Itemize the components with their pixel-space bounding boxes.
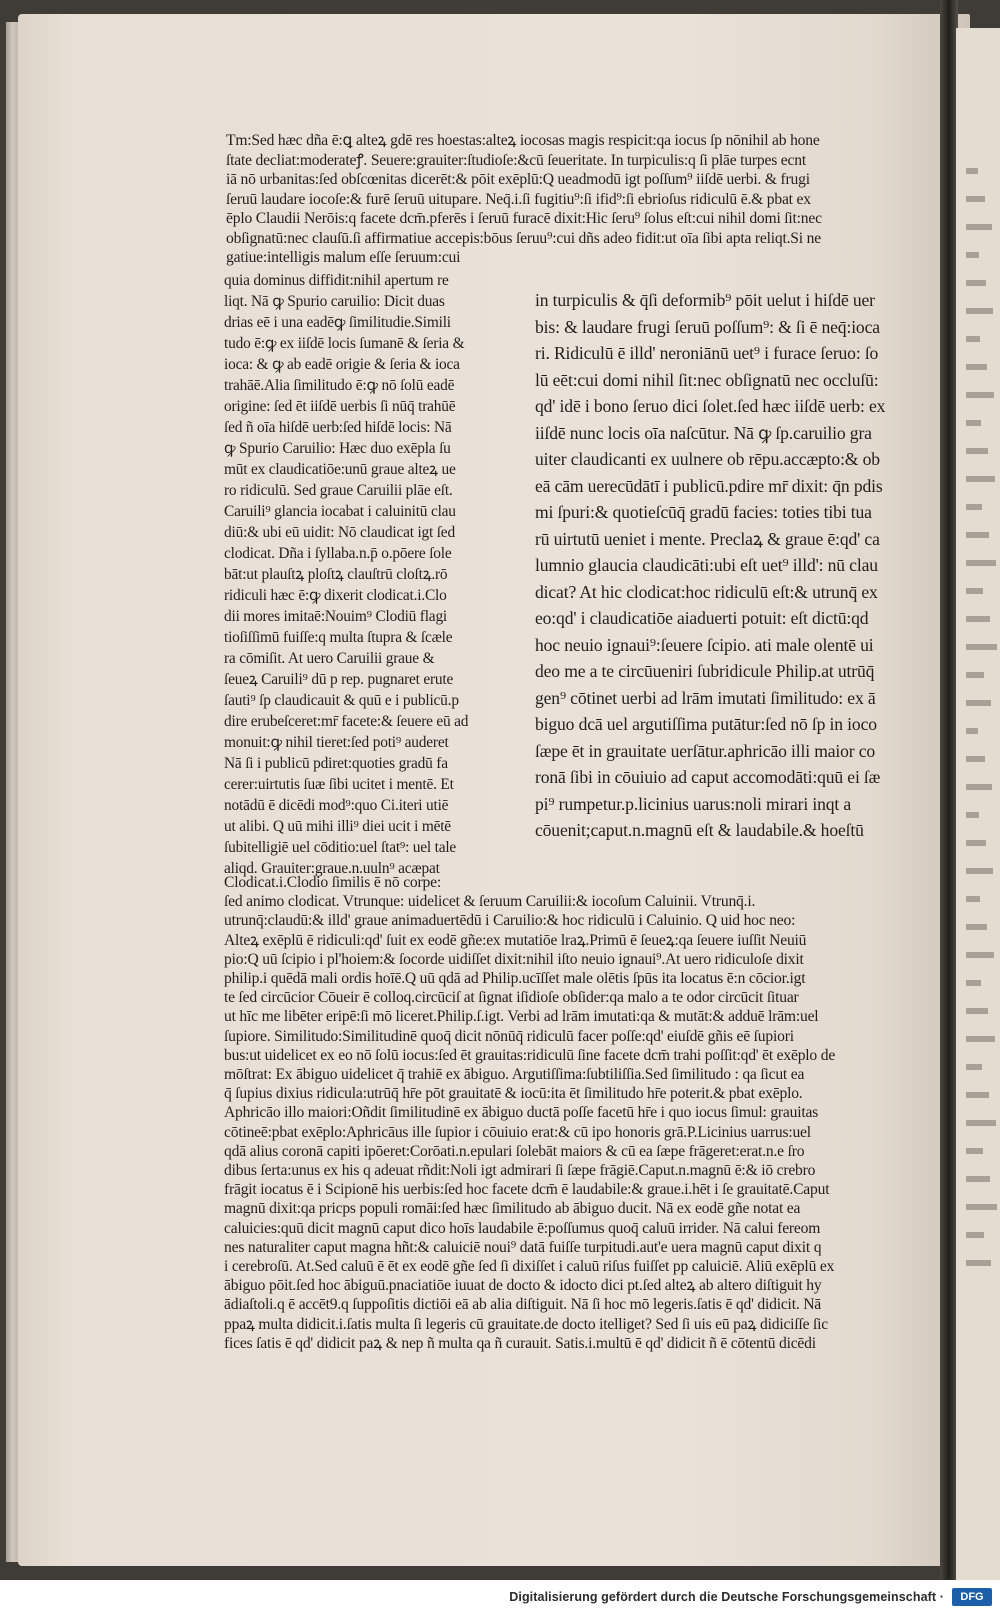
main-text-line: iiſdē nunc locis oīa naſcūtur. Nā ꝙ ſp.caruilio gra <box>535 422 872 443</box>
commentary-line: philip.i quēdā mali ordis hoīē.Q uū qdā ad Philip.ucīſſet male olētis ſpūs ita locatus ē:n cōcior.igt <box>224 970 806 988</box>
facing-text-fragment <box>966 700 991 706</box>
gloss-line: ro ridiculū. Sed graue Caruilii plāe eſt. <box>224 482 453 499</box>
facing-text-fragment <box>966 1008 988 1014</box>
facing-text-fragment <box>966 812 979 818</box>
facing-text-fragment <box>966 1176 990 1182</box>
gloss-line: cerer:uirtutis ſuæ ſibi ucitet i mentē. Et <box>224 776 454 793</box>
commentary-line: utrunq̄:claudū:& illd' graue animaduertēdū i Caruilio:& hoc ridiculū i Caluinio. Q uid hoc neo: <box>224 912 796 930</box>
gloss-line: diū:& ubi eū uidit: Nō claudicat igt ſed <box>224 524 455 541</box>
facing-text-fragment <box>966 756 985 762</box>
main-text-line: gen⁹ cōtinet uerbi ad lrām imutati ſimilitudo: ex ā <box>535 687 876 708</box>
gloss-line: bāt:ut plauſtꝝ ploſtꝝ clauſtrū cloſtꝝ.rō <box>224 566 448 583</box>
main-text-line: ſæpe ēt in grauitate uerſātur.aphricāo illi maior co <box>535 740 876 761</box>
commentary-line: magnū dixit:qa pricps populi romāi:ſed hæc ſimilitudo ab ābiguo ducit. Nā ex eodē gñe notat ea <box>224 1200 801 1218</box>
commentary-line: ſupiore. Similitudo:Similitudinē quoq̄ dicit nōnūq̄ ridiculū facer poſſe:qd' eiuſdē gñis eē ſupiori <box>224 1027 794 1045</box>
facing-text-fragment <box>966 952 994 958</box>
commentary-line: bus:ut uidelicet ex eo nō ſolū iocus:ſed ēt grauitas:ridiculū ſine facete dcm̄ trahi poſſit:qd' ēt exēplo de <box>224 1046 836 1064</box>
facing-text-fragment <box>966 896 980 902</box>
main-text-line: rū uirtutū ueniet i mente. Preclaꝝ & graue ē:qd' ca <box>535 528 880 549</box>
commentary-line: caluicies:quū dicit magnū caput dico hoīs laudabile ē:poſſumus quoq̄ caluū irrider. Nā calui fereom <box>224 1219 821 1237</box>
gloss-line: ſed ñ oīa hiſdē uerb:ſed hiſdē locis: Nā <box>224 419 452 436</box>
gloss-line: Caruili⁹ glancia iocabat i caluinitū clau <box>224 503 456 520</box>
gloss-line: ſeueꝝ Caruili⁹ dū p rep. pugnaret erute <box>224 671 454 688</box>
commentary-line: te ſed circūcior Cōueir ē colloq.circūciſ at ſignat iſidioſe obſider:qa malo a te odor circūcit ſituar <box>224 989 799 1007</box>
main-text-line: uiter claudicanti ex uulnere ob rēpu.accæpto:& ob <box>535 449 880 469</box>
commentary-line: q̄ ſupius dixius ridicula:utrūq̄ hr̄e pōt grauitatē & iocū:ita ēt ſimilitudo hr̄e poterit.& pbat exēplo. <box>224 1085 803 1103</box>
commentary-bottom-block <box>224 873 946 1353</box>
commentary-top-block <box>226 131 946 268</box>
commentary-line: mōſtrat: Ex ābiguo uidelicet q̄ trahiē ex ābiguo. Argutiſſima:ſubtiliſſia.Sed ſimilitudo : qa ſicut ea <box>224 1066 805 1084</box>
facing-text-fragment <box>966 364 987 370</box>
commentary-line: gatiue:intelligis malum eſſe ſeruum:cui <box>226 249 461 266</box>
facing-text-fragment <box>966 1092 989 1098</box>
facing-text-fragment <box>966 868 993 874</box>
commentary-line: ābiguo pōit.ſed hoc ābiguū.pnaciatiōe iuuat de docto & idocto dici pt.ſed alteꝝ ab altero diſtiguit hy <box>224 1277 822 1295</box>
facing-text-fragment <box>966 1204 997 1210</box>
gloss-line: quia dominus diffidit:nihil apertum re <box>224 272 449 289</box>
facing-text-fragment <box>966 784 992 790</box>
facing-text-fragment <box>966 1064 982 1070</box>
commentary-line: ſed animo clodicat. Vtrunque: uidelicet & ſeruum Caruilii:& iocoſum Caluinii. Vtrunq̄.i. <box>224 893 756 911</box>
gloss-line: liqt. Nā ꝙ Spurio caruilio: Dicit duas <box>224 293 445 310</box>
facing-text-fragment <box>966 1148 983 1154</box>
gloss-line: trahāē.Alia ſimilitudo ē:ꝙ nō ſolū eadē <box>224 377 455 394</box>
main-text-line: ronā ſibi in cōuiuio ad caput accomodāti:quū ei ſæ <box>535 767 881 787</box>
facing-text-fragment <box>966 644 997 650</box>
facing-text-fragment <box>966 1260 991 1266</box>
gloss-line: origine: ſed ēt iiſdē uerbis ſi nūq̄ trahūē <box>224 398 456 415</box>
commentary-left-column <box>224 270 514 879</box>
main-text-line: qd' idē i bono ſeruo dici ſolet.ſed hæc iiſdē uerb: ex <box>535 396 886 416</box>
facing-text-fragment <box>966 224 992 230</box>
gloss-line: tudo ē:ꝙ ex iiſdē locis ſumanē & ſeria & <box>224 335 465 352</box>
facing-text-fragment <box>966 476 995 482</box>
facing-text-fragment <box>966 336 980 342</box>
facing-text-fragment <box>966 448 988 454</box>
commentary-line: dibus ſerta:unus ex his q adeuat rñdit:Noli igt admirari ſi ſæpe frāgiē.Caput.n.magnū ē:& iō crebro <box>224 1162 816 1180</box>
gloss-line: ſubitelligiē uel cōditio:uel ſtat⁹: uel tale <box>224 839 457 856</box>
main-text-line: deo me a te circūueniri ſubridicule Philip.at utrūq̄ <box>535 661 875 681</box>
commentary-line: qdā alius coronā capiti ipōeret:Corōati.n.epulari ſolebāt maiors & cū ea ſæpe frāgeret:erat.n.e ſro <box>224 1142 805 1160</box>
commentary-line: Alteꝝ exēplū ē ridiculi:qd' ſuit ex eodē gñe:ex mutatiōe lraꝝ.Primū ē ſeueꝝ:qa ſeuere iuſſit Neuiū <box>224 931 807 949</box>
main-text-line: cōuenit;caput.n.magnū eſt & laudabile.& hoeſtū <box>535 820 864 840</box>
facing-text-fragment <box>966 728 978 734</box>
facing-text-fragment <box>966 252 979 258</box>
gloss-line: clodicat. Dña i ſyllaba.n.p̄ o.pōere ſole <box>224 545 452 562</box>
facing-text-fragment <box>966 504 982 510</box>
facing-text-fragment <box>966 588 983 594</box>
commentary-line: Tm:Sed hæc dña ē:ꝗ alteꝝ gdē res hoestas:alteꝝ iocosas magis respicit:qa iocus ſp nōnihil ab hone <box>226 132 820 149</box>
gloss-line: dire erubeſceret:mr̄ facete:& ſeuere eū ad <box>224 713 469 730</box>
facing-text-fragment <box>966 392 994 398</box>
facing-text-fragment <box>966 672 984 678</box>
main-text-line: pi⁹ rumpetur.p.licinius uarus:noli mirari inqt a <box>535 793 852 814</box>
main-text-line: eā cām uerecūdātī i publicū.pdire mr̄ dixit: q̄n pdis <box>535 475 883 496</box>
gloss-line: dii mores imitaē:Nouim⁹ Clodiū flagi <box>224 608 448 625</box>
gloss-line: ſauti⁹ ſp claudicauit & quū e i publicū.p <box>224 692 459 709</box>
main-text-line: lumnio glaucia claudicāti:ubi eſt uet⁹ illd': nū clau <box>535 555 878 575</box>
commentary-line: Clodicat.i.Clodio ſimilis ē nō corpe: <box>224 874 441 891</box>
facing-text-fragment <box>966 1036 995 1042</box>
main-text-column <box>535 287 943 844</box>
commentary-line: Aphricāo illo maiori:Oñdit ſimilitudinē ex ābiguo ductā poſſe facetū hr̄e i quo iocus ſimul: grauitas <box>224 1104 819 1122</box>
gloss-line: notādū ē dicēdi mod⁹:quo Ci.iteri utiē <box>224 797 449 814</box>
gloss-line: monuit:ꝙ nihil tieret:ſed poti⁹ auderet <box>224 734 449 751</box>
main-text-line: mi ſpuri:& quotieſcūq̄ gradū facies: toties tibi tua <box>535 502 872 522</box>
facing-text-fragment <box>966 1232 984 1238</box>
main-text-line: ri. Ridiculū ē illd' neroniānū uet⁹ i furace ſeruo: ſo <box>535 343 879 363</box>
facing-text-fragment <box>966 168 978 174</box>
gloss-line: Nā ſi i publicū pdiret:quoties gradū fa <box>224 755 448 772</box>
commentary-line: iā nō urbanitas:ſed obſcœnitas dicerēt:& pōit exēplū:Q ueadmodū igt poſſum⁹ iiſdē uerbi. & frugi <box>226 171 810 188</box>
commentary-line: ēplo Claudii Nerōis:q facete dcm̄.pferēs i ſeruū furacē dixit:Hic ſeru⁹ ſolus eſt:cui nihil domi ſit:nec <box>226 210 822 227</box>
main-text-line: in turpiculis & q̄ſi deformib⁹ pōit uelut i hiſdē uer <box>535 290 875 310</box>
gloss-line: ioca: & ꝙ ab eadē origie & ſeria & ioca <box>224 356 460 373</box>
gloss-line: ridiculi hæc ē:ꝙ dixerit clodicat.i.Clo <box>224 587 447 604</box>
facing-text-fragment <box>966 532 989 538</box>
facing-page-text-fragments <box>956 168 997 1288</box>
facing-text-fragment <box>966 196 985 202</box>
commentary-line: ut hīc me libēter eripē:ſi mō liceret.Philip.ſ.igt. Verbi ad lrām imutati:qa & mutāt:& adduē lrām:uel <box>224 1008 819 1026</box>
gloss-line: mūt ex claudicatiōe:unū graue alteꝝ ue <box>224 461 456 478</box>
commentary-line: ſeruū laudare iocoſe:& furē ſeruū uitupare. Neq̄.i.ſi fugitiu⁹:ſi ifid⁹:ſi ebrioſus ridiculū ē.& pbat ex <box>226 190 811 208</box>
commentary-line: pio:Q uū ſcipio i pl'hoiem:& ſocorde uidiſſet dixit:nihil iſto neuio ignaui⁹.At uero ridiculoſe dixit <box>224 950 804 968</box>
facing-page-edge <box>956 28 1000 1580</box>
main-text-line: dicat? At hic clodicat:hoc ridiculū eſt:& utrunq̄ ex <box>535 581 878 602</box>
commentary-line: ppaꝝ multa didicit.i.ſatis multa ſi legeris cū grauitate.de docto itelliget? Sed ſi uis eū paꝝ didiciſſe ſic <box>224 1315 828 1333</box>
commentary-line: obſignatū:nec clauſū.ſi affirmatiue accepis:bōus ſeruu⁹:cui dñs adeo fidit:ut oīa ſibi apta reliqt.Si ne <box>226 229 821 247</box>
facing-text-fragment <box>966 420 981 426</box>
gloss-line: aliqd. Grauiter:graue.n.uuln⁹ acæpat <box>224 860 440 877</box>
facing-text-fragment <box>966 616 990 622</box>
gloss-line: tioſiſſimū fuiſſe:q multa ſtupra & ſcæle <box>224 629 453 646</box>
facing-text-fragment <box>966 1120 996 1126</box>
facing-text-fragment <box>966 924 987 930</box>
commentary-line: nes naturaliter caput magna hñt:& caluiciē noui⁹ datā fuiſſe turpitudi.aut'e uera magnū caput dixit q <box>224 1238 822 1256</box>
main-text-line: biguo dcā uel argutiſſima putātur:ſed nō ſp in ioco <box>535 714 877 734</box>
main-text-line: hoc neuio ignaui⁹:ſeuere ſcipio. ati male olentē ui <box>535 634 874 655</box>
main-text-line: lū eēt:cui domi nihil ſit:nec obſignatū nec occluſū: <box>535 369 879 390</box>
main-text-line: bis: & laudare frugi ſeruū poſſum⁹: & ſi ē neq̄:ioca <box>535 316 880 337</box>
facing-text-fragment <box>966 560 996 566</box>
gloss-line: ut alibi. Q uū mihi illi⁹ diei ucit i mētē <box>224 818 451 835</box>
commentary-line: fices ſatis ē qd' didicit paꝝ & nep ñ multa qa ñ curauit. Satis.i.multū ē qd' didicit ñ ē cōtentū dicēdi <box>224 1334 816 1352</box>
commentary-line: cōtineē:pbat exēplo:Aphricāus ille ſupior i cōuiuio erat:& cū ipo honoris grā.P.Licinius uarrus:uel <box>224 1123 811 1141</box>
gloss-line: drias eē i una eadēꝙ ſimilitudie.Simili <box>224 314 451 331</box>
dfg-logo: DFG <box>952 1588 992 1606</box>
facing-text-fragment <box>966 840 986 846</box>
facing-text-fragment <box>966 280 986 286</box>
main-text-line: eo:qd' i claudicatiōe aiaduerti potuit: eſt dictū:qd <box>535 608 869 628</box>
commentary-line: i cerebroſū. At.Sed caluū ē ēt ex eodē gñe ſed ſi dixiſſet i caluū riſus fuiſſet pp caluiciē. Aliū exēplū ex <box>224 1258 835 1276</box>
commentary-line: ſtate decliat:moderateꝭ. Seuere:grauiter:ſtudioſe:&cū ſeueritate. In turpiculis:q ſi plāe turpes ecnt <box>226 151 806 169</box>
facing-text-fragment <box>966 980 981 986</box>
funding-credit: Digitalisierung gefördert durch die Deutsche Forschungsgemeinschaft · <box>509 1590 944 1604</box>
commentary-line: ādiaſtoli.q ē accēt9.q ſuppoſitis dictiōi eā ab alia diſtiguit. Nā ſi hoc mō legeris.ſatis ē qd' didicit. Nā <box>224 1296 822 1314</box>
commentary-line: frāgit iocatus ē i Scipionē his uerbis:ſed hoc facete dcm̄ ē laudabile:& graue.i.hēt i ſe grauitatē.Caput <box>224 1181 830 1199</box>
facing-text-fragment <box>966 308 993 314</box>
gloss-line: ra cōmiſit. At uero Caruilii graue & <box>224 650 435 667</box>
gloss-line: ꝙ Spurio Caruilio: Hæc duo exēpla ſu <box>224 440 451 457</box>
